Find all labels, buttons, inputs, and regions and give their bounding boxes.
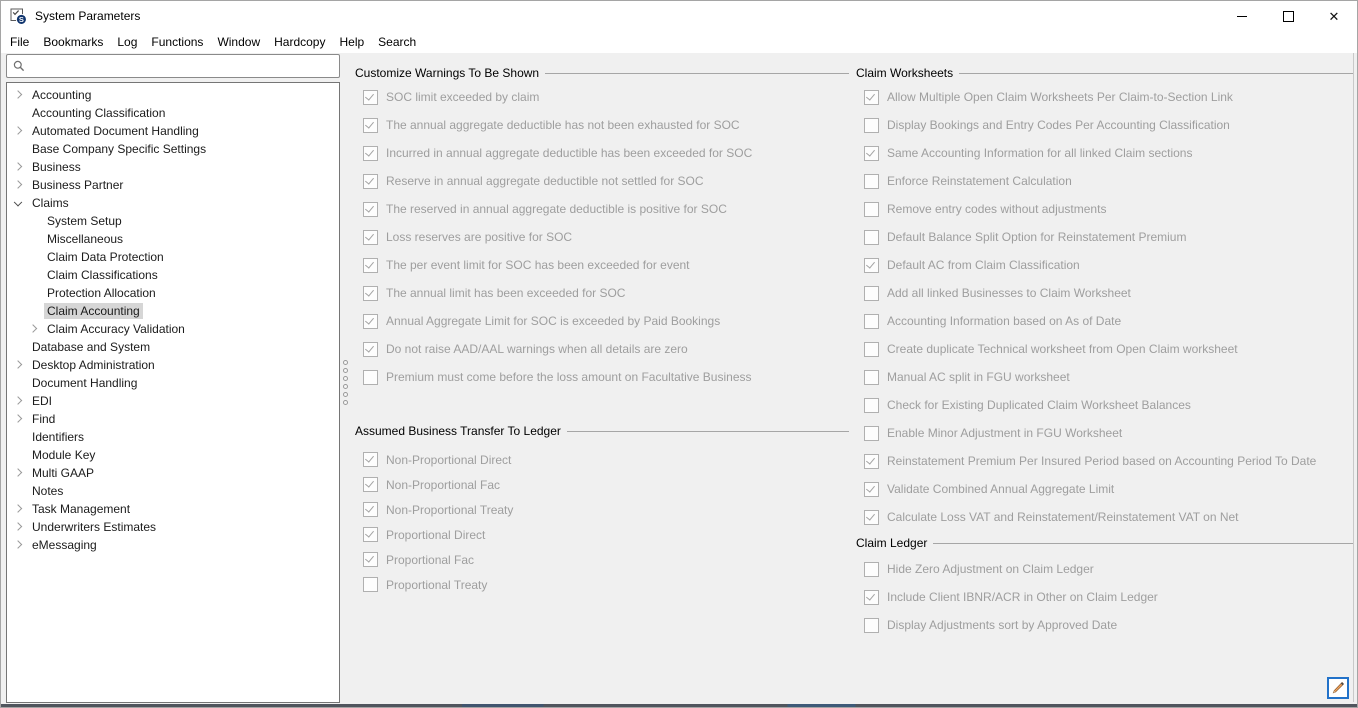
tree-item-claims[interactable] [7,194,339,212]
tree-item-find[interactable] [7,410,339,428]
checkbox-row-enable-minor-adjustment-in-fgu-worksheet [856,419,1354,447]
checkbox-row-include-client-ibnr-acr-in-other-on-clai [856,583,1354,611]
close-icon: ✕ [1328,8,1340,24]
checkbox-row-the-annual-aggregate-deductible-has-not- [355,111,849,139]
tree-item-business[interactable] [7,158,339,176]
checkbox[interactable] [363,146,378,161]
checkbox-row-annual-aggregate-limit-for-soc-is-exceed [355,307,849,335]
group-claim-ledger [856,535,1354,639]
chevron-right-icon[interactable] [14,162,22,170]
checkbox-label: Default AC from Claim Classification [887,258,1080,272]
checkbox[interactable] [864,398,879,413]
group-claim-worksheets [856,65,1354,531]
tree-item-label: eMessaging [32,538,97,552]
chevron-right-icon[interactable] [14,180,22,188]
window-controls [1219,1,1357,31]
content-right-edge [1353,53,1354,702]
tree-item-task-management[interactable] [7,500,339,518]
checkbox[interactable] [864,426,879,441]
taskbar-sliver [1,704,1357,707]
checkbox-row-manual-ac-split-in-fgu-worksheet [856,363,1354,391]
checkbox[interactable] [363,202,378,217]
checkbox[interactable] [864,286,879,301]
tree-item-label: Notes [32,484,64,498]
group-customize-warnings-to-be-shown [355,65,849,391]
checkbox-label: Default Balance Split Option for Reinstatement Premium [887,230,1187,244]
checkbox[interactable] [864,370,879,385]
tree-item-label: Accounting Classification [32,106,166,120]
menu-item-file[interactable]: File [10,35,30,49]
group-header-line [545,73,849,74]
tree-item-system-setup[interactable] [7,212,339,230]
chevron-right-icon[interactable] [14,522,22,530]
close-button[interactable] [1311,1,1357,31]
tree-item-label: Identifiers [32,430,85,444]
checkbox-label: Manual AC split in FGU worksheet [887,370,1070,384]
tree-item-database-and-system[interactable] [7,338,339,356]
tree-item-label: Miscellaneous [47,232,124,246]
tree-item-emessaging[interactable] [7,536,339,554]
checkbox-row-validate-combined-annual-aggregate-limit [856,475,1354,503]
tree-item-label: Protection Allocation [47,286,156,300]
checkbox[interactable] [363,90,378,105]
checkbox-row-the-annual-limit-has-been-exceeded-for-s [355,279,849,307]
checkbox-label: The per event limit for SOC has been exceeded for event [386,258,690,272]
chevron-right-icon[interactable] [14,126,22,134]
search-box [6,54,340,78]
checkbox-label: Annual Aggregate Limit for SOC is exceeded by Paid Bookings [386,314,721,328]
checkbox[interactable] [864,590,879,605]
navigation-tree [6,82,340,703]
tree-item-label: System Setup [47,214,122,228]
group-assumed-business-transfer-to-ledger [355,423,849,597]
tree-item-label: Underwriters Estimates [32,520,157,534]
checkbox[interactable] [363,452,378,467]
checkbox-label: Incurred in annual aggregate deductible has been exceeded for SOC [386,146,753,160]
tree-item-document-handling[interactable] [7,374,339,392]
chevron-right-icon[interactable] [14,540,22,548]
svg-text:S: S [18,14,24,24]
tree-item-notes[interactable] [7,482,339,500]
checkbox[interactable] [864,510,879,525]
tree-item-claim-classifications[interactable] [7,266,339,284]
checkbox[interactable] [864,174,879,189]
checkbox-label: The reserved in annual aggregate deductible is positive for SOC [386,202,727,216]
search-icon [13,60,25,72]
chevron-right-icon[interactable] [14,360,22,368]
tree-item-label: Accounting [32,88,92,102]
checkbox-row-calculate-loss-vat-and-reinstatement-rei [856,503,1354,531]
settings-column-right [856,65,1354,639]
checkbox-row-reinstatement-premium-per-insured-period [856,447,1354,475]
checkbox-label: Add all linked Businesses to Claim Worksheet [887,286,1131,300]
tree-item-label: Find [32,412,56,426]
checkbox-label: Loss reserves are positive for SOC [386,230,573,244]
checkbox-label: Proportional Fac [386,552,475,567]
checkbox-row-incurred-in-annual-aggregate-deductible- [355,139,849,167]
tree-item-module-key[interactable] [7,446,339,464]
checkbox-row-add-all-linked-businesses-to-claim-works [856,279,1354,307]
group-title: Claim Worksheets [856,66,954,80]
checkbox-label: Non-Proportional Fac [386,477,501,492]
checkbox[interactable] [363,342,378,357]
pencil-icon [1331,681,1345,695]
checkbox[interactable] [864,342,879,357]
checkbox-row-display-bookings-and-entry-codes-per-acc [856,111,1354,139]
tree-item-protection-allocation[interactable] [7,284,339,302]
edit-button[interactable] [1327,677,1349,699]
checkbox[interactable] [363,577,378,592]
splitter-handle[interactable] [341,360,349,410]
checkbox[interactable] [864,230,879,245]
checkbox-row-do-not-raise-aad-aal-warnings-when-all-d [355,335,849,363]
menu-item-bookmarks[interactable]: Bookmarks [43,35,104,49]
chevron-right-icon[interactable] [14,504,22,512]
group-header-line [567,431,849,432]
checkbox-row-loss-reserves-are-positive-for-soc [355,223,849,251]
tree-item-label: EDI [32,394,53,408]
checkbox[interactable] [864,454,879,469]
tree-item-label: Claim Accuracy Validation [47,322,185,336]
maximize-icon [1283,11,1294,22]
checkbox-label: Display Adjustments sort by Approved Date [887,618,1118,632]
group-header-line [933,543,1354,544]
titlebar [1,1,1357,31]
checkbox-row-premium-must-come-before-the-loss-amount [355,363,849,391]
checkbox-label: Accounting Information based on As of Date [887,314,1122,328]
checkbox-row-non-proportional-direct [355,447,849,472]
checkbox-label: Include Client IBNR/ACR in Other on Claim Ledger [887,590,1158,604]
checkbox-label: SOC limit exceeded by claim [386,90,540,104]
tree-item-miscellaneous[interactable] [7,230,339,248]
checkbox[interactable] [864,562,879,577]
group-header [355,65,849,81]
checkbox[interactable] [864,482,879,497]
group-header [355,423,849,439]
checkbox[interactable] [864,90,879,105]
tree-item-edi[interactable] [7,392,339,410]
tree-item-label: Base Company Specific Settings [32,142,207,156]
checkbox-label: The annual aggregate deductible has not been exhausted for SOC [386,118,740,132]
tree-item-label: Claim Classifications [47,268,158,282]
checkbox-row-reserve-in-annual-aggregate-deductible-n [355,167,849,195]
checkbox-row-the-reserved-in-annual-aggregate-deducti [355,195,849,223]
checkbox[interactable] [864,314,879,329]
tree-item-business-partner[interactable] [7,176,339,194]
chevron-down-icon[interactable] [14,198,22,206]
tree-item-multi-gaap[interactable] [7,464,339,482]
checkbox-row-check-for-existing-duplicated-claim-work [856,391,1354,419]
tree-item-label: Module Key [32,448,96,462]
tree-item-label: Task Management [32,502,131,516]
tree-item-label: Multi GAAP [32,466,95,480]
tree-item-claim-accounting[interactable] [7,302,339,320]
checkbox-row-same-accounting-information-for-all-link [856,139,1354,167]
checkbox-row-non-proportional-treaty [355,497,849,522]
checkbox-row-non-proportional-fac [355,472,849,497]
group-title: Customize Warnings To Be Shown [355,66,540,80]
search-input[interactable] [29,56,339,76]
checkbox-label: Allow Multiple Open Claim Worksheets Per Claim-to-Section Link [887,90,1233,104]
settings-column-left [355,65,849,597]
minimize-button[interactable] [1219,1,1265,31]
checkbox[interactable] [864,118,879,133]
checkbox-label: Validate Combined Annual Aggregate Limit [887,482,1115,496]
chevron-right-icon[interactable] [14,468,22,476]
checkbox-row-proportional-treaty [355,572,849,597]
menu-item-functions[interactable]: Functions [151,35,204,49]
checkbox[interactable] [363,258,378,273]
checkbox[interactable] [363,502,378,517]
tree-item-accounting[interactable] [7,86,339,104]
menu-item-log[interactable]: Log [117,35,138,49]
tree-item-label: Claims [32,196,69,210]
tree-item-label: Claim Data Protection [47,250,164,264]
chevron-right-icon[interactable] [29,324,37,332]
checkbox-label: Premium must come before the loss amount on Facultative Business [386,370,752,384]
tree-item-identifiers[interactable] [7,428,339,446]
checkbox[interactable] [363,118,378,133]
checkbox[interactable] [363,552,378,567]
checkbox[interactable] [864,202,879,217]
checkbox[interactable] [363,174,378,189]
checkbox-label: Non-Proportional Treaty [386,502,514,517]
checkbox-row-default-balance-split-option-for-reinsta [856,223,1354,251]
group-header [856,535,1354,551]
checkbox-label: Display Bookings and Entry Codes Per Accounting Classification [887,118,1230,132]
tree-item-claim-data-protection[interactable] [7,248,339,266]
checkbox-row-create-duplicate-technical-worksheet-fro [856,335,1354,363]
chevron-right-icon[interactable] [14,90,22,98]
checkbox-label: Reserve in annual aggregate deductible not settled for SOC [386,174,704,188]
tree-item-label: Business [32,160,81,174]
checkbox-label: Check for Existing Duplicated Claim Worksheet Balances [887,398,1191,412]
checkbox[interactable] [363,527,378,542]
checkbox-row-proportional-direct [355,522,849,547]
chevron-right-icon[interactable] [14,414,22,422]
menu-item-help[interactable]: Help [339,35,365,49]
chevron-right-icon[interactable] [14,396,22,404]
app-icon [10,8,27,25]
checkbox-row-proportional-fac [355,547,849,572]
tree-item-accounting-classification[interactable] [7,104,339,122]
checkbox-label: Hide Zero Adjustment on Claim Ledger [887,562,1094,576]
tree-item-claim-accuracy-validation[interactable] [7,320,339,338]
checkbox[interactable] [864,146,879,161]
checkbox-label: Proportional Treaty [386,577,488,592]
menu-item-search[interactable]: Search [378,35,417,49]
menu-bar [1,31,1357,53]
checkbox-label: Non-Proportional Direct [386,452,512,467]
tree-item-label: Automated Document Handling [32,124,199,138]
checkbox-row-remove-entry-codes-without-adjustments [856,195,1354,223]
tree-item-underwriters-estimates[interactable] [7,518,339,536]
group-header-line [959,73,1354,74]
tree-item-label: Claim Accounting [44,303,143,319]
checkbox-label: The annual limit has been exceeded for SOC [386,286,626,300]
checkbox-row-accounting-information-based-on-as-of-da [856,307,1354,335]
checkbox-label: Calculate Loss VAT and Reinstatement/Reinstatement VAT on Net [887,510,1239,524]
checkbox-label: Reinstatement Premium Per Insured Period based on Accounting Period To Date [887,454,1317,468]
menu-item-window[interactable]: Window [217,35,261,49]
tree-item-label: Database and System [32,340,151,354]
tree-item-label: Desktop Administration [32,358,155,372]
tree-item-desktop-administration[interactable] [7,356,339,374]
checkbox-label: Do not raise AAD/AAL warnings when all details are zero [386,342,688,356]
checkbox-row-the-per-event-limit-for-soc-has-been-exc [355,251,849,279]
checkbox-row-enforce-reinstatement-calculation [856,167,1354,195]
checkbox[interactable] [363,370,378,385]
checkbox-row-soc-limit-exceeded-by-claim [355,83,849,111]
tree-item-label: Business Partner [32,178,124,192]
checkbox-label: Create duplicate Technical worksheet from Open Claim worksheet [887,342,1238,356]
checkbox[interactable] [864,618,879,633]
checkbox-row-default-ac-from-claim-classification [856,251,1354,279]
checkbox[interactable] [363,477,378,492]
checkbox-row-display-adjustments-sort-by-approved-dat [856,611,1354,639]
checkbox-label: Remove entry codes without adjustments [887,202,1107,216]
group-header [856,65,1354,81]
checkbox[interactable] [363,314,378,329]
tree-item-label: Document Handling [32,376,138,390]
checkbox-label: Proportional Direct [386,527,486,542]
checkbox-row-hide-zero-adjustment-on-claim-ledger [856,555,1354,583]
checkbox-label: Same Accounting Information for all linked Claim sections [887,146,1193,160]
menu-item-hardcopy[interactable]: Hardcopy [274,35,326,49]
checkbox-label: Enable Minor Adjustment in FGU Worksheet [887,426,1123,440]
group-title: Claim Ledger [856,536,928,550]
minimize-icon [1237,16,1247,17]
tree-item-base-company-specific-settings[interactable] [7,140,339,158]
checkbox[interactable] [363,230,378,245]
checkbox-row-allow-multiple-open-claim-worksheets-per [856,83,1354,111]
checkbox[interactable] [363,286,378,301]
maximize-button[interactable] [1265,1,1311,31]
tree-item-automated-document-handling[interactable] [7,122,339,140]
checkbox-label: Enforce Reinstatement Calculation [887,174,1072,188]
window-title: System Parameters [35,9,141,23]
group-title: Assumed Business Transfer To Ledger [355,424,561,438]
checkbox[interactable] [864,258,879,273]
